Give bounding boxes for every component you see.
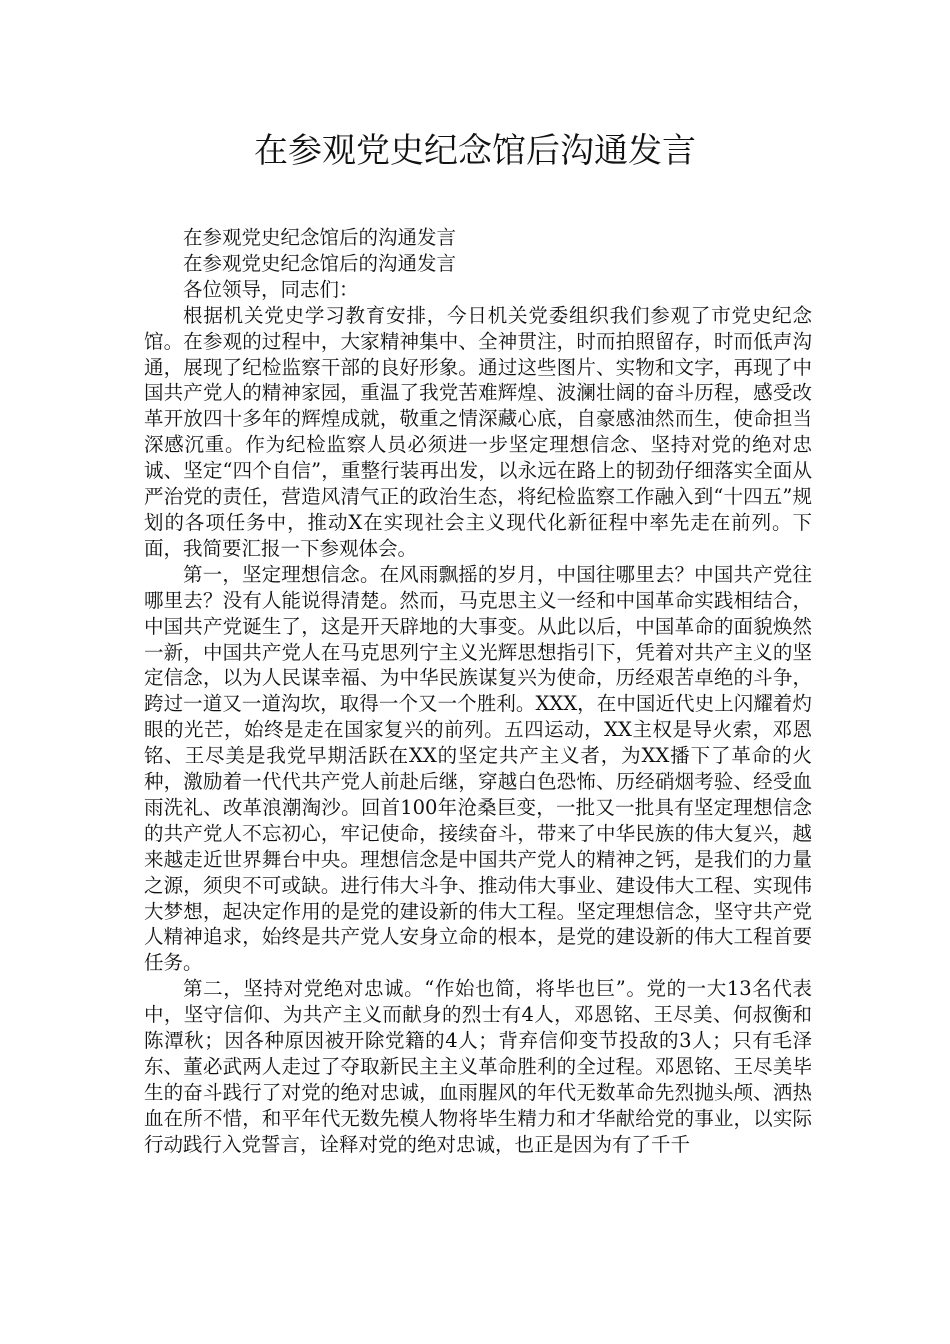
document-title: 在参观党史纪念馆后沟通发言 xyxy=(254,131,696,171)
subtitle-line-1: 在参观党史纪念馆后的沟通发言 xyxy=(183,226,457,249)
subtitle-line-2: 在参观党史纪念馆后的沟通发言 xyxy=(183,251,457,275)
paragraph-second-point: 第二，坚持对党绝对忠诚。“作始也简，将毕也巨”。党的一大13名代表中，坚守信仰、为共产主义而献身的烈士有4人，邓恩铭、王尽美、何叔衡和陈潭秋；因各种原因被开除党籍的4人；背弃信仰变节投敌的3人；只有毛泽东、董必武两人走过了夺取新民主主义革命胜利的全过程。邓恩铭、王尽美毕生的奋斗践行了对党的绝对忠诚，血雨腥风的年代无数革命先烈抛头颅、洒热血在所不惜，和平年代无数先模人物将毕生精力和才华献给党的事业，以实际行动践行入党誓言，诠释对党的绝对忠诚，也正是因为有了千千 xyxy=(144,977,812,1156)
paragraph-first-point: 第一，坚定理想信念。在风雨飘摇的岁月，中国往哪里去？中国共产党往哪里去？没有人能说得清楚。然而，马克思主义一经和中国革命实践相结合，中国共产党诞生了，这是开天辟地的大事变。从此以后，中国革命的面貌焕然一新，中国共产党人在马克思列宁主义光辉思想指引下，凭着对共产主义的坚定信念，以为人民谋幸福、为中华民族谋复兴为使命，历经艰苦卓绝的斗争，跨过一道又一道沟坎，取得一个又一个胜利。XXX，在中国近代史上闪耀着灼眼的光芒，始终是走在国家复兴的前列。五四运动，XX主权是导火索，邓恩铭、王尽美是我党早期活跃在XX的坚定共产主义者，为XX播下了革命的火种，激励着一代代共产党人前赴后继，穿越白色恐怖、历经硝烟考验、经受血雨洗礼、改革浪潮淘沙。回首100年沧桑巨变，一批又一批具有坚定理想信念的共产党人不忘初心，牢记使命，接续奋斗，带来了中华民族的伟大复兴，越来越走近世界舞台中央。理想信念是中国共产党人的精神之钙，是我们的力量之源，须臾不可或缺。进行伟大斗争、推动伟大事业、建设伟大工程、实现伟大梦想，起决定作用的是党的建设新的伟大工程。坚定理想信念，坚守共产党人精神追求，始终是共产党人安身立命的根本，是党的建设新的伟大工程首要任务。 xyxy=(144,562,812,975)
paragraph-intro: 根据机关党史学习教育安排，今日机关党委组织我们参观了市党史纪念馆。在参观的过程中，大家精神集中、全神贯注，时而拍照留存，时而低声沟通，展现了纪检监察干部的良好形象。通过这些图片、实物和文字，再现了中国共产党人的精神家园，重温了我党苦难辉煌、波澜壮阔的奋斗历程，感受改革开放四十多年的辉煌成就，敬重之情深藏心底，自豪感油然而生，使命担当深感沉重。作为纪检监察人员必须进一步坚定理想信念、坚持对党的绝对忠诚、坚定“四个自信”，重整行装再出发，以永远在路上的韧劲仔细落实全面从严治党的责任，营造风清气正的政治生态，将纪检监察工作融入到“十四五”规划的各项任务中，推动X在实现社会主义现代化新征程中率先走在前列。下面，我简要汇报一下参观体会。 xyxy=(144,303,812,560)
document-body xyxy=(144,225,812,1158)
salutation: 各位领导，同志们： xyxy=(183,277,359,301)
